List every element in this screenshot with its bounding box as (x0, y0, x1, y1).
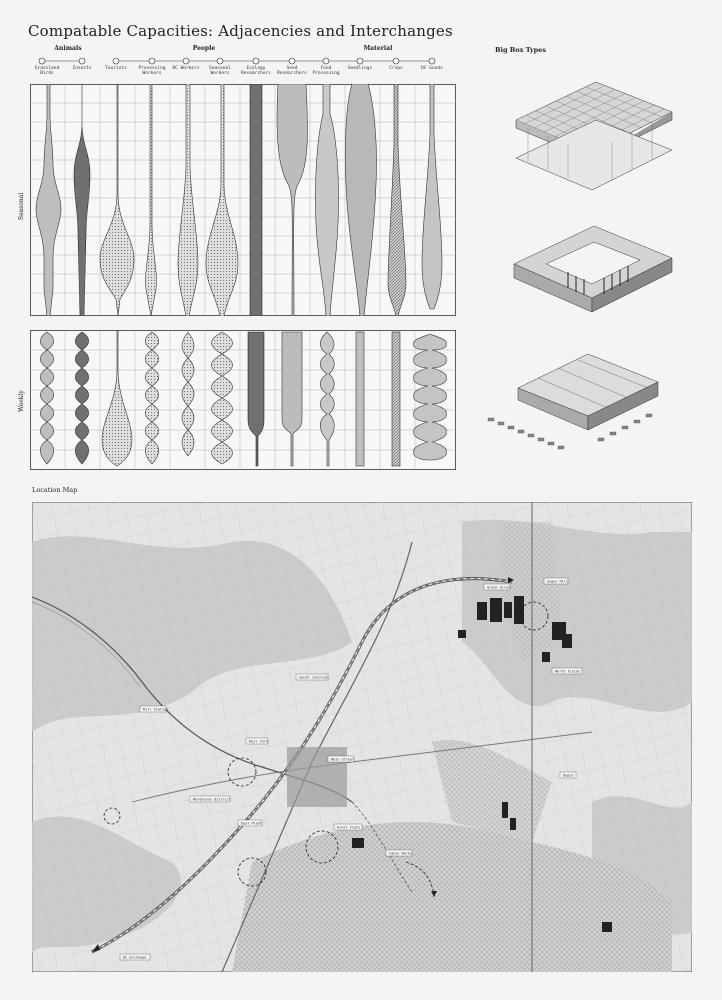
column-label-seed-researchers: Seed Researchers (277, 66, 307, 76)
seasonal-capacity-panel (30, 84, 456, 316)
map-label-canal-works: Canal Works (389, 851, 413, 856)
map-label-rail-yard: Rail Yard (249, 739, 268, 744)
bigbox-types-title: Big Box Types (495, 46, 546, 54)
page-title: Compatable Capacities: Adjacencies and Interchanges (28, 22, 453, 40)
map-label-main-street: Main Street (331, 757, 355, 762)
map-label-dc-exchange: DC Exchange (123, 955, 147, 960)
column-label-grassland-birds: Grassland Birds (34, 66, 60, 76)
map-label-east-plant: East Plant (241, 821, 263, 826)
column-label-insects: Insects (72, 66, 92, 71)
map-label-depot: Depot (563, 773, 574, 778)
column-label-seasonal-workers: Seasonal Workers (209, 66, 231, 76)
group-label-people: People (192, 45, 216, 52)
column-label-dc-goods: DC Goods (421, 66, 443, 71)
column-label-seedlings: Seedlings (347, 66, 373, 71)
column-label-food-processing: Food Processing (312, 66, 340, 76)
bigbox-type-distribution-center (478, 340, 698, 475)
column-label-processing-workers: Processing Workers (138, 66, 166, 76)
location-map[interactable] (32, 502, 692, 972)
column-label-dc-workers: DC Workers (172, 66, 200, 71)
location-map-title: Location Map (32, 486, 78, 494)
bigbox-type-courtyard (508, 212, 678, 332)
weekly-capacity-panel (30, 330, 456, 470)
side-label-seasonal: Seasonal (18, 192, 25, 220)
map-label-north-fields: North Fields (555, 669, 581, 674)
map-label-grain-silos: Grain Silos (487, 585, 511, 590)
map-label-south-junction: South Junction (299, 675, 329, 680)
group-label-animals: Animals (54, 45, 82, 52)
group-label-material: Material (363, 45, 393, 52)
side-label-weekly: Weekly (18, 390, 25, 412)
map-label-warehouse-district: Warehouse District (193, 797, 231, 802)
column-label-tourists: Tourists (105, 66, 127, 71)
map-label-sugar-mill: Sugar Mill (547, 579, 569, 584)
map-label-mill-station: Mill Station (143, 707, 169, 712)
bigbox-type-grid-roof (508, 70, 678, 200)
map-label-river-flats: River Flats (337, 825, 361, 830)
column-label-crops: Crops (389, 66, 403, 71)
column-label-ecology-researchers: Ecology Researchers (241, 66, 271, 76)
